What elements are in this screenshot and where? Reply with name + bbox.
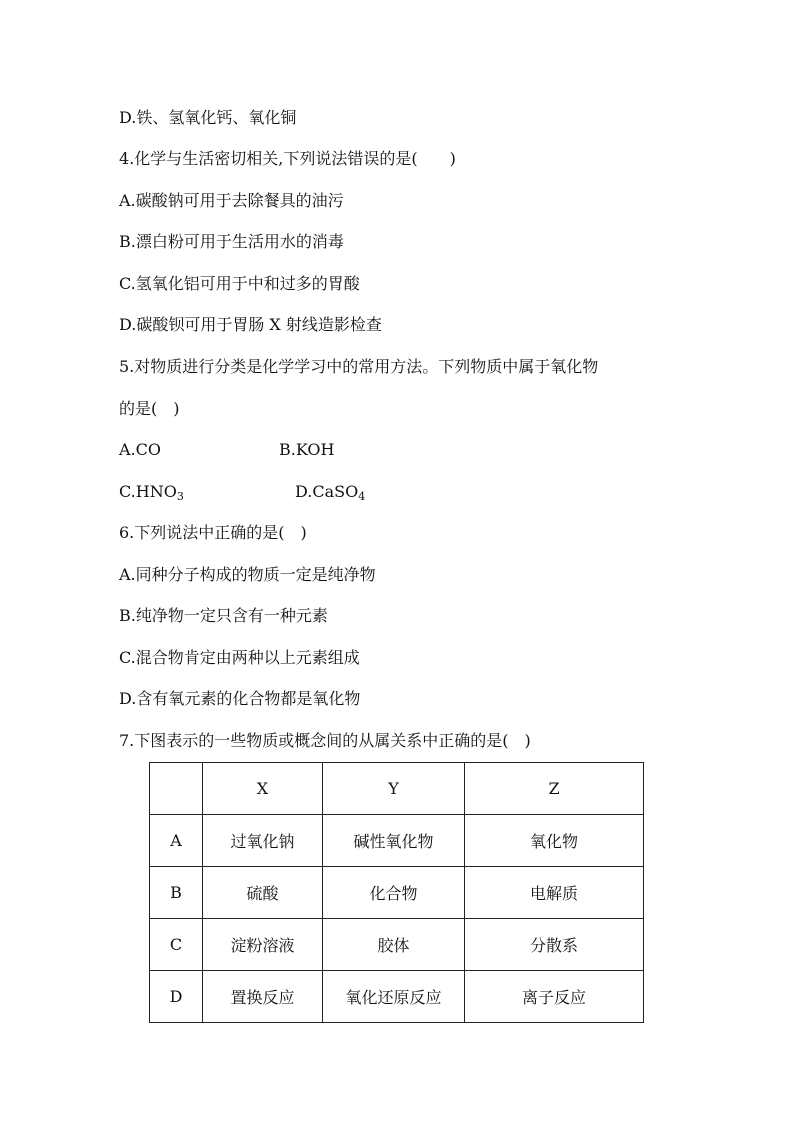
y-cell: 氧化还原反应	[323, 971, 465, 1023]
q5-option-d-text: D.CaSO	[295, 482, 359, 501]
header-cell-x: X	[203, 763, 323, 815]
x-cell: 淀粉溶液	[203, 919, 323, 971]
q4-option-a: A.碳酸钠可用于去除餐具的油污	[119, 191, 344, 210]
row-label-cell: C	[150, 919, 203, 971]
row-label-cell: D	[150, 971, 203, 1023]
q6-option-d: D.含有氧元素的化合物都是氧化物	[119, 689, 361, 708]
q5-option-c	[119, 482, 184, 502]
q6-stem: 6.下列说法中正确的是( )	[119, 523, 307, 542]
table-row	[150, 971, 644, 1023]
x-cell: 硫酸	[203, 867, 323, 919]
header-cell-blank	[150, 763, 203, 815]
q4-stem: 4.化学与生活密切相关,下列说法错误的是( )	[119, 149, 456, 168]
q4-option-d: D.碳酸钡可用于胃肠 X 射线造影检查	[119, 315, 382, 334]
header-cell-y: Y	[323, 763, 465, 815]
z-cell: 分散系	[465, 919, 644, 971]
q6-option-a: A.同种分子构成的物质一定是纯净物	[119, 565, 376, 584]
q5-option-a: A.CO	[119, 440, 161, 459]
y-cell: 碱性氧化物	[323, 815, 465, 867]
q6-option-c: C.混合物肯定由两种以上元素组成	[119, 648, 360, 667]
header-cell-z: Z	[465, 763, 644, 815]
q6-option-b: B.纯净物一定只含有一种元素	[119, 606, 328, 625]
q5-stem-line2: 的是( )	[119, 399, 180, 418]
q4-option-b: B.漂白粉可用于生活用水的消毒	[119, 232, 344, 251]
table-row	[150, 919, 644, 971]
z-cell: 离子反应	[465, 971, 644, 1023]
row-label-cell: A	[150, 815, 203, 867]
z-cell: 电解质	[465, 867, 644, 919]
q7-stem: 7.下图表示的一些物质或概念间的从属关系中正确的是( )	[119, 731, 531, 750]
q7-classification-table	[149, 762, 644, 1023]
q5-option-d	[295, 482, 365, 502]
table-header-row	[150, 763, 644, 815]
z-cell: 氧化物	[465, 815, 644, 867]
y-cell: 胶体	[323, 919, 465, 971]
q5-option-c-text: C.HNO	[119, 482, 177, 501]
x-cell: 置换反应	[203, 971, 323, 1023]
q5-option-c-subscript: 3	[176, 490, 184, 503]
q5-option-d-subscript: 4	[358, 490, 366, 503]
q3-option-d: D.铁、氢氧化钙、氧化铜	[119, 108, 297, 127]
q5-option-b: B.KOH	[279, 440, 335, 459]
row-label-cell: B	[150, 867, 203, 919]
y-cell: 化合物	[323, 867, 465, 919]
table-row	[150, 867, 644, 919]
x-cell: 过氧化钠	[203, 815, 323, 867]
q4-option-c: C.氢氧化铝可用于中和过多的胃酸	[119, 274, 360, 293]
q5-stem-line1: 5.对物质进行分类是化学学习中的常用方法。下列物质中属于氧化物	[119, 357, 599, 376]
table-row	[150, 815, 644, 867]
